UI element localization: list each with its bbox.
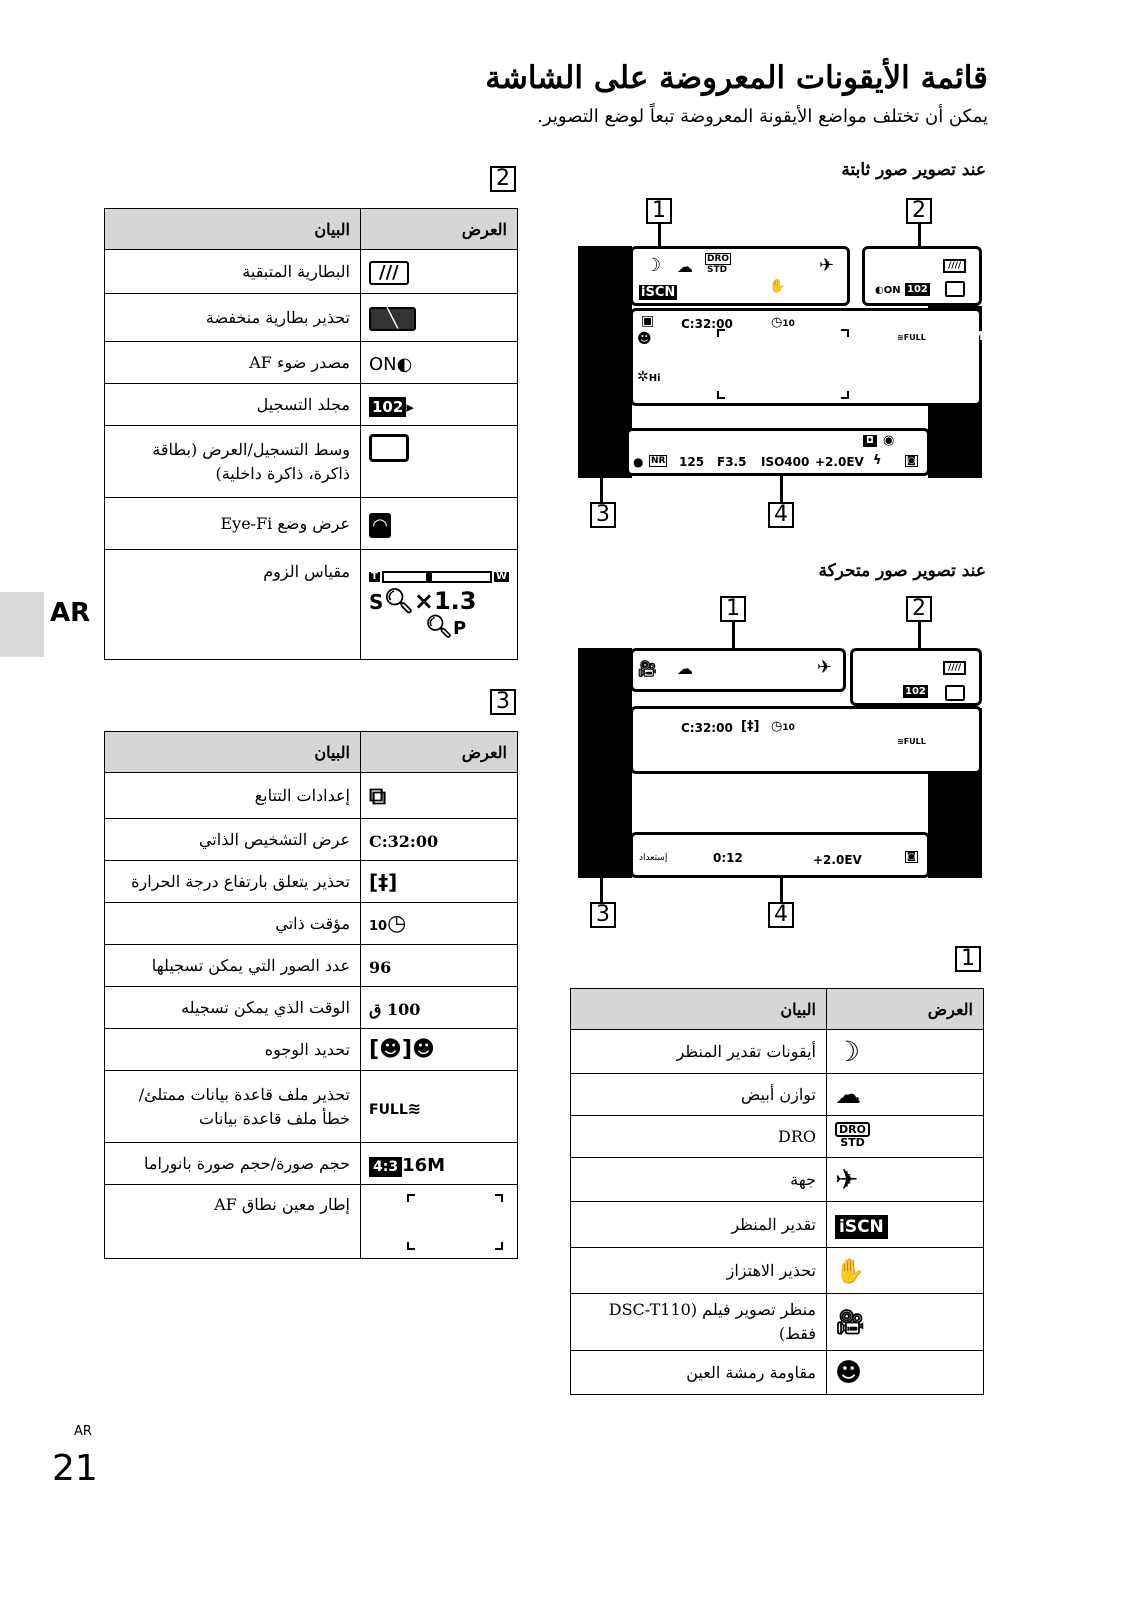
label-3-still: 3 <box>590 502 616 528</box>
still-panel-1 <box>630 246 850 306</box>
desc-cell: وسط التسجيل/العرض (بطاقة ذاكرة، ذاكرة داخلية) <box>105 426 361 498</box>
nr-icon: NR <box>651 456 666 466</box>
leader-line <box>732 622 735 648</box>
label-1-still: 1 <box>646 198 672 224</box>
desc-cell: توازن أبيض <box>571 1074 827 1116</box>
af-frame-corner <box>841 391 849 399</box>
icon-cell <box>361 1071 518 1143</box>
table-row <box>571 1202 984 1248</box>
clock-readout: C:32:00 <box>681 721 733 735</box>
table-row <box>571 1294 984 1351</box>
iscn-icon: iSCN <box>641 285 676 300</box>
drive-mode-icon: ⧉ <box>369 781 387 810</box>
eyefi-icon: ◠ <box>369 513 391 538</box>
label-1-movie: 1 <box>720 596 746 622</box>
leader-line <box>658 224 661 246</box>
battery-low-icon: ╲ <box>369 307 416 331</box>
table-row <box>105 1143 518 1185</box>
iscn-icon: iSCN <box>835 1215 888 1239</box>
leader-line <box>600 355 630 358</box>
shake-warning-icon: ✋ <box>835 1256 865 1285</box>
battery-full-icon: //// <box>943 259 966 273</box>
desc-cell: إعدادات التتابع <box>105 773 361 819</box>
table-row <box>105 498 518 550</box>
table-row <box>105 945 518 987</box>
desc-cell: إطار معين نطاق AF <box>105 1185 361 1259</box>
page-subtitle: يمكن أن تختلف مواضع الأيقونة المعروضة تبعاً لوضع التصوير. <box>537 106 988 127</box>
icon-cell <box>361 250 518 294</box>
af-frame-icon <box>401 1194 509 1250</box>
icon-cell <box>361 1143 518 1185</box>
side-tab-label: AR <box>50 598 91 628</box>
folder-icon: ▸102 <box>369 397 414 417</box>
table-row <box>105 1071 518 1143</box>
icon-cell <box>827 1116 984 1158</box>
desc-cell: أيقونات تقدير المنظر <box>571 1030 827 1074</box>
table-row <box>105 384 518 426</box>
page-language: AR <box>74 1424 92 1439</box>
thermometer-icon: [‡] <box>741 719 760 734</box>
aperture-readout: F3.5 <box>717 455 747 469</box>
media-icon <box>945 685 965 701</box>
movie-panel-1 <box>630 648 846 692</box>
folder-icon: 102 <box>907 284 928 295</box>
shot-count-value: 96 <box>369 957 392 977</box>
self-timer-icon: ◷10 <box>369 911 407 936</box>
movie-screen <box>578 648 982 878</box>
leader-line <box>600 740 603 902</box>
movie-size-icon: VGA <box>939 736 963 747</box>
table-row <box>571 1248 984 1294</box>
desc-cell: حجم صورة/حجم صورة بانوراما <box>105 1143 361 1185</box>
leader-line <box>918 224 921 246</box>
backlight-icon: ☁ <box>835 1079 861 1110</box>
icon-cell <box>361 1029 518 1071</box>
table-row <box>105 1185 518 1259</box>
desc-cell: مؤقت ذاتي <box>105 903 361 945</box>
desc-cell: DRO <box>571 1116 827 1158</box>
leader-line <box>600 355 603 503</box>
label-3-movie: 3 <box>590 902 616 928</box>
desc-cell: تحذير ملف قاعدة بيانات ممتلئ/ خطأ ملف قاعدة بيانات <box>105 1071 361 1143</box>
af-frame-corner <box>717 329 725 337</box>
desc-cell: الوقت الذي يمكن تسجيله <box>105 987 361 1029</box>
icon-cell <box>827 1030 984 1074</box>
moon-icon: ☽ <box>835 1035 861 1068</box>
airplane-icon: ✈ <box>819 255 835 276</box>
table-row <box>105 819 518 861</box>
table-row <box>105 550 518 660</box>
table-2 <box>104 208 518 660</box>
label-2-movie: 2 <box>906 596 932 622</box>
desc-cell: عرض التشخيص الذاتي <box>105 819 361 861</box>
col-indication: البيان <box>571 989 827 1030</box>
zoom-scale-icon: W T S🔍︎×1.3 P🔍︎ <box>369 570 507 640</box>
af-frame-corner <box>841 329 849 337</box>
icon-cell <box>361 1185 518 1259</box>
side-tab-background <box>0 592 44 657</box>
image-size-icon: 4:3 16M <box>935 329 984 343</box>
screen-border-left <box>578 246 632 478</box>
desc-cell: تحذير الاهتزاز <box>571 1248 827 1294</box>
col-indication: البيان <box>105 209 361 250</box>
icon-cell <box>361 426 518 498</box>
red-eye-icon: ◉ <box>883 433 895 448</box>
dro-std-label: STD <box>707 265 728 275</box>
col-display: العرض <box>361 209 518 250</box>
ev-readout: +2.0EV <box>813 853 862 867</box>
database-icon: ≋FULL <box>897 333 926 342</box>
table-row <box>105 903 518 945</box>
leader-line <box>780 476 783 502</box>
battery-full-icon: //// <box>943 661 966 675</box>
icon-cell <box>361 294 518 342</box>
self-timer-icon: ◷10 <box>771 719 795 734</box>
page-number: 21 <box>52 1448 98 1489</box>
shot-count: 96 <box>951 313 968 327</box>
col-display: العرض <box>827 989 984 1030</box>
desc-cell: مقياس الزوم <box>105 550 361 660</box>
table-row <box>571 1074 984 1116</box>
face-detection-icon: ☻ <box>637 331 652 347</box>
desc-cell: تحديد الوجوه <box>105 1029 361 1071</box>
moon-icon: ☽ <box>645 255 662 276</box>
standby-label: إستعداد <box>639 853 668 863</box>
wb-hi-icon: ✲Hi <box>637 369 661 385</box>
table-row <box>105 250 518 294</box>
leader-line <box>780 876 783 902</box>
desc-cell: تحذير يتعلق بارتفاع درجة الحرارة <box>105 861 361 903</box>
icon-cell <box>827 1351 984 1395</box>
icon-cell <box>361 550 518 660</box>
database-icon: ≋FULL <box>369 1098 422 1118</box>
drive-mode-icon: ▣ <box>641 313 655 329</box>
icon-cell <box>827 1202 984 1248</box>
label-4-movie: 4 <box>768 902 794 928</box>
media-icon <box>369 434 409 462</box>
shutter-readout: 125 <box>679 455 705 469</box>
icon-cell <box>361 342 518 384</box>
desc-cell: مصدر ضوء AF <box>105 342 361 384</box>
image-size-icon: 4:3 16M <box>369 1155 445 1176</box>
remaining-time-value: 100 ق <box>369 999 421 1019</box>
icon-cell <box>827 1158 984 1202</box>
icon-cell <box>361 945 518 987</box>
label-2-still: 2 <box>906 198 932 224</box>
table-row <box>105 426 518 498</box>
still-panel-2 <box>862 246 982 306</box>
movie-heading: عند تصوير صور متحركة <box>818 561 986 581</box>
iso-readout: ISO400 <box>761 455 810 469</box>
icon-cell <box>361 773 518 819</box>
folder-icon: 102 <box>905 686 926 697</box>
label-4-still: 4 <box>768 502 794 528</box>
still-panel-3 <box>630 308 982 406</box>
movie-camera-icon: 🎥︎ <box>637 659 658 678</box>
leader-line <box>918 622 921 648</box>
dro-icon: DRO STD <box>835 1122 870 1149</box>
still-panel-4 <box>626 428 930 476</box>
desc-cell: مجلد التسجيل <box>105 384 361 426</box>
table-row <box>105 861 518 903</box>
clock-readout: C:32:00 <box>681 317 733 331</box>
table-1-label: 1 <box>955 946 981 972</box>
icon-cell <box>827 1294 984 1351</box>
table-row <box>105 773 518 819</box>
airplane-icon: ✈ <box>835 1163 859 1196</box>
steady-shot-icon: ◙ <box>907 852 916 862</box>
af-illuminator-icon: ◐ON <box>369 353 413 375</box>
metering-icon: ◘ <box>863 435 877 447</box>
table-row <box>571 1351 984 1395</box>
airplane-icon: ✈ <box>817 657 833 678</box>
blink-icon: ☻ <box>835 1357 863 1388</box>
icon-cell <box>361 384 518 426</box>
col-indication: البيان <box>105 732 361 773</box>
icon-cell <box>361 987 518 1029</box>
battery-full-icon: /// <box>369 261 409 285</box>
movie-camera-icon: 🎥︎ <box>835 1308 866 1336</box>
backlight-icon: ☁ <box>677 659 693 678</box>
record-dot-icon: ● <box>633 455 644 469</box>
desc-cell: البطارية المتبقية <box>105 250 361 294</box>
desc-cell: مقاومة رمشة العين <box>571 1351 827 1395</box>
table-row <box>105 294 518 342</box>
still-screen <box>578 246 982 478</box>
movie-panel-2 <box>850 648 982 706</box>
icon-cell <box>361 819 518 861</box>
shake-warning-icon: ✋ <box>769 279 786 294</box>
movie-panel-4 <box>630 832 930 878</box>
self-timer-icon: ◷10 <box>771 315 795 330</box>
thermometer-icon: [‡] <box>369 869 398 894</box>
still-heading: عند تصوير صور ثابتة <box>841 160 986 180</box>
diagnosis-code: C:32:00 <box>369 831 439 851</box>
dro-icon: DRO <box>707 254 730 264</box>
movie-panel-3 <box>630 706 982 774</box>
icon-cell <box>827 1248 984 1294</box>
desc-cell: عدد الصور التي يمكن تسجيلها <box>105 945 361 987</box>
table-1 <box>570 988 984 1395</box>
table-row <box>571 1030 984 1074</box>
col-display: العرض <box>361 732 518 773</box>
table-3-label: 3 <box>490 689 516 715</box>
table-row <box>105 987 518 1029</box>
icon-cell <box>361 861 518 903</box>
desc-cell: عرض وضع Eye-Fi <box>105 498 361 550</box>
icon-cell <box>827 1074 984 1116</box>
icon-cell <box>361 903 518 945</box>
ev-readout: +2.0EV <box>815 455 864 469</box>
media-icon <box>945 281 965 297</box>
backlight-icon: ☁ <box>677 257 693 276</box>
desc-cell: منظر تصوير فيلم (DSC-T110 فقط) <box>571 1294 827 1351</box>
page-title: قائمة الأيقونات المعروضة على الشاشة <box>485 60 988 96</box>
steady-shot-icon: ◙ <box>907 456 916 466</box>
leader-line <box>600 740 630 743</box>
table-row <box>105 342 518 384</box>
table-row <box>571 1158 984 1202</box>
af-illuminator-icon: ◐ON <box>875 285 901 296</box>
screen-border-left <box>578 648 632 878</box>
desc-cell: تحذير بطارية منخفضة <box>105 294 361 342</box>
table-row <box>105 1029 518 1071</box>
face-detection-icon: ☻[☻] <box>369 1037 435 1062</box>
table-2-label: 2 <box>490 166 516 192</box>
database-icon: ≋FULL <box>897 737 926 746</box>
desc-cell: جهة <box>571 1158 827 1202</box>
table-3 <box>104 731 518 1259</box>
table-row <box>571 1116 984 1158</box>
icon-cell <box>361 498 518 550</box>
flash-icon: ϟ <box>873 453 882 468</box>
elapsed-time: 0:12 <box>713 851 743 865</box>
remaining-time: 100 ق <box>931 711 971 725</box>
af-frame-corner <box>717 391 725 399</box>
desc-cell: تقدير المنظر <box>571 1202 827 1248</box>
